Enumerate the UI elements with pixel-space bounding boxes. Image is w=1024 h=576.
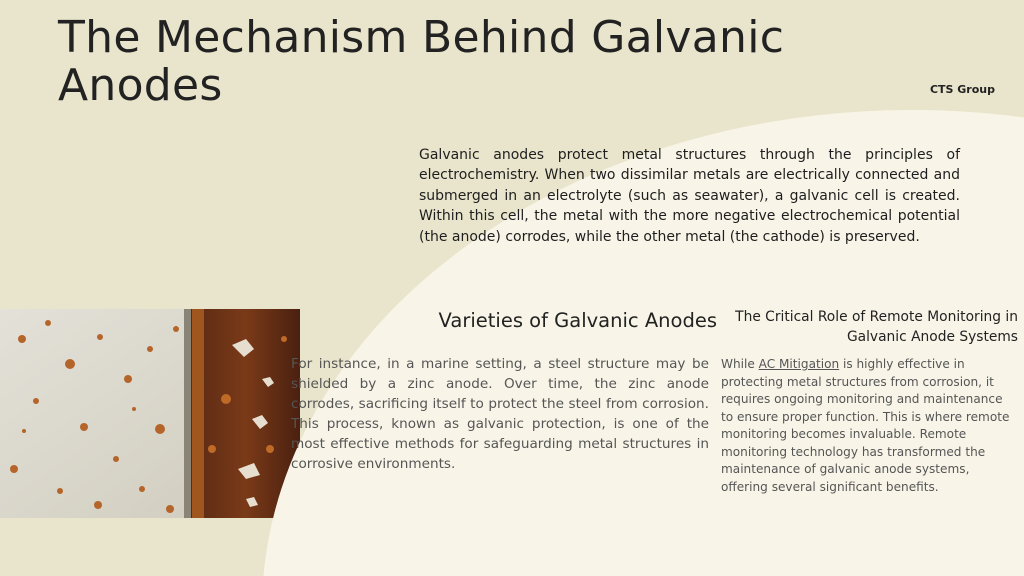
slide-title: The Mechanism Behind Galvanic Anodes [58,12,785,111]
varieties-heading: Varieties of Galvanic Anodes [438,309,717,332]
remote-monitoring-text-end: is highly effective in protecting metal structures from corrosion, it requires ongoing monitoring and maintenance to ensure proper function. This is where remote monitoring becomes invaluable. Remote monitoring technology has transformed the maintenance of galvanic anode systems, offering several significant benefits. [721,357,1010,494]
remote-monitoring-text-start: While [721,357,759,371]
corroded-metal-image [0,309,300,518]
remote-monitoring-heading: The Critical Role of Remote Monitoring in Galvanic Anode Systems [735,309,1018,345]
intro-paragraph: Galvanic anodes protect metal structures through the principles of electrochemistry. When two dissimilar metals are electrically connected and submerged in an electrolyte (such as seawater), a galvanic cell is created. Within this cell, the metal with the more negative electrochemical potential (the anode) corrodes, while the other metal (the cathode) is preserved. [419,147,960,245]
varieties-paragraph: For instance, in a marine setting, a steel structure may be shielded by a zinc anode. Over time, the zinc anode corrodes, sacrificing itself to protect the steel from corrosion. This process, known as galvanic protection, is one of the most effective methods for safeguarding metal structures in corrosive environments. [291,356,709,472]
ac-mitigation-link[interactable]: AC Mitigation [758,357,840,371]
brand-label: CTS Group [929,83,995,96]
remote-monitoring-paragraph [721,356,1013,496]
